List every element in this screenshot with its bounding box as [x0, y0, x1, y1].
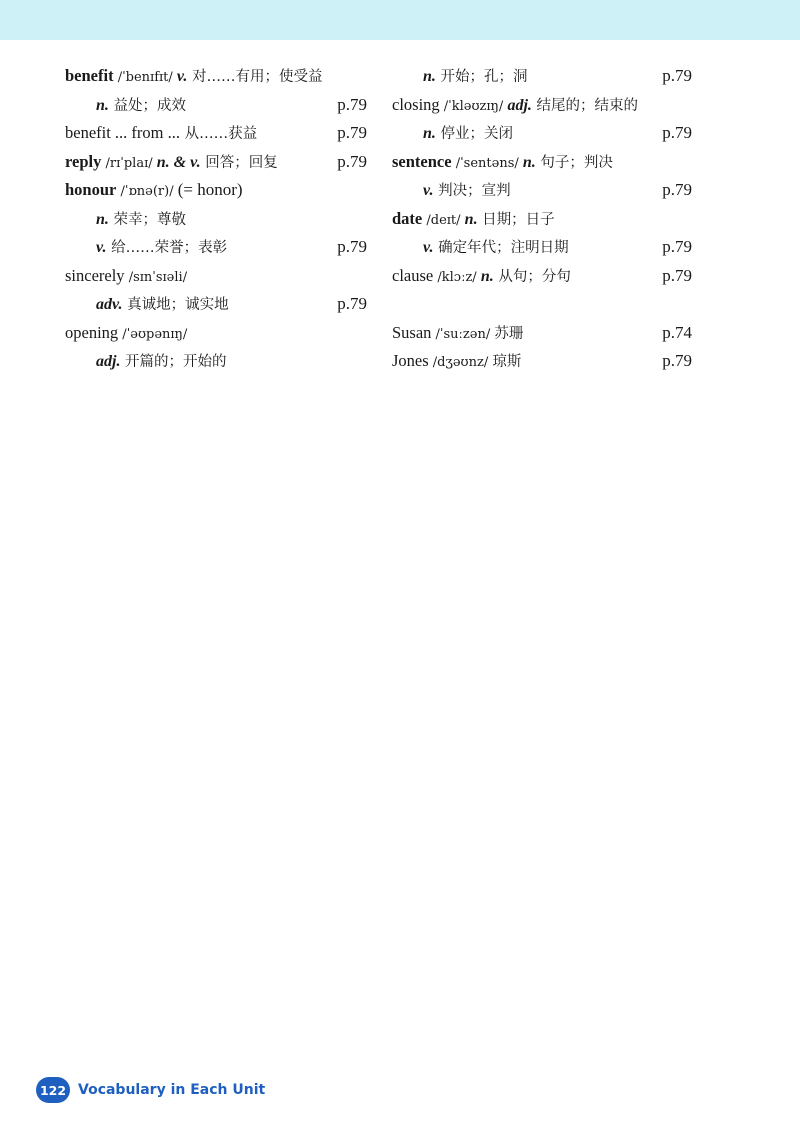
page-reference: p.79 [337, 151, 367, 171]
vocab-entry [392, 347, 692, 376]
page-number-badge: 122 [36, 1077, 70, 1103]
phonetic: /klɔːz/ [433, 269, 481, 285]
vocab-entry [392, 233, 692, 262]
vocab-entry [65, 290, 367, 319]
phonetic: /dʒəʊnz/ [428, 355, 493, 370]
page-reference: p.79 [662, 265, 692, 285]
vocab-entry [392, 176, 692, 205]
headword: benefit ... from ... [65, 123, 181, 142]
vocab-entry [392, 262, 692, 291]
headword: Susan [392, 322, 432, 342]
definition: 荣幸；尊敬 [108, 211, 187, 228]
vocabulary-column-left [65, 62, 367, 376]
definition: 判决；宣判 [433, 183, 511, 199]
definition: 结尾的；结束的 [531, 97, 639, 114]
vocab-entry [65, 91, 367, 120]
definition: 益处；成效 [108, 97, 187, 114]
vocab-entry [65, 347, 367, 376]
definition: 从句；分句 [493, 268, 571, 285]
vocab-entry [392, 148, 692, 177]
headword: opening [65, 322, 119, 342]
page-reference: p.79 [662, 237, 692, 256]
vocab-entry [392, 319, 692, 348]
phonetic: /ˈsuːzən/ [431, 326, 495, 342]
headword: benefit [65, 66, 114, 85]
page-reference: p.79 [662, 180, 692, 199]
page-reference: p.79 [662, 123, 692, 142]
vocab-entry [392, 290, 692, 319]
definition: 对……有用；使受益 [187, 69, 323, 85]
headword: Jones [392, 351, 429, 370]
variant-note: (= honor) [177, 180, 243, 199]
page-reference: p.79 [662, 351, 692, 370]
definition: 开始；孔；洞 [435, 69, 528, 85]
page-reference: p.79 [337, 94, 367, 114]
headword: date [392, 208, 423, 228]
vocab-entry [65, 233, 367, 262]
page-reference: p.79 [662, 66, 692, 85]
headword: clause [392, 265, 434, 285]
part-of-speech: n. [423, 68, 436, 85]
vocab-entry [392, 91, 692, 120]
headword: closing [392, 94, 440, 114]
part-of-speech: v. [96, 239, 107, 256]
headword: reply [65, 151, 102, 171]
part-of-speech: adj. [96, 353, 121, 370]
part-of-speech: n. [96, 210, 109, 228]
part-of-speech: v. [176, 68, 188, 85]
part-of-speech: n. [522, 153, 536, 171]
definition: 给……荣誉；表彰 [106, 240, 228, 256]
phonetic: /rɪˈplaɪ/ [101, 155, 157, 171]
vocab-entry [65, 62, 367, 91]
part-of-speech: v. [423, 239, 434, 256]
definition: 回答；回复 [200, 154, 278, 171]
vocab-entry [65, 205, 367, 234]
definition: 确定年代；注明日期 [433, 240, 569, 256]
definition: 句子；判决 [535, 154, 613, 171]
definition: 停业；关闭 [435, 126, 514, 142]
phonetic: /ˈkləʊzɪŋ/ [439, 98, 508, 114]
vocab-entry [392, 119, 692, 148]
definition: 日期；日子 [477, 211, 555, 228]
phonetic: /ˈəʊpənɪŋ/ [118, 326, 188, 342]
vocabulary-column-right [392, 62, 692, 376]
page-reference: p.79 [337, 237, 367, 256]
phonetic: /ˈbenɪfɪt/ [113, 70, 177, 85]
definition: 开篇的；开始的 [120, 354, 227, 370]
vocab-entry [65, 148, 367, 177]
definition: 真诚地；诚实地 [122, 297, 229, 313]
phonetic: /sɪnˈsɪəli/ [124, 269, 188, 285]
part-of-speech: n. [480, 267, 494, 285]
headword: sentence [392, 151, 452, 171]
headword: sincerely [65, 265, 125, 285]
phonetic: /deɪt/ [422, 212, 465, 228]
part-of-speech: adj. [507, 96, 532, 114]
part-of-speech: n. [423, 125, 436, 142]
part-of-speech: n. [96, 96, 109, 114]
page-reference: p.74 [662, 322, 692, 342]
vocab-entry [392, 62, 692, 91]
definition: 琼斯 [492, 354, 522, 370]
page-reference: p.79 [337, 294, 367, 313]
definition: 从……获益 [180, 126, 258, 142]
part-of-speech: n. [464, 210, 478, 228]
phonetic: /ˈsentəns/ [451, 155, 523, 171]
vocab-entry [65, 119, 367, 148]
page-reference: p.79 [337, 123, 367, 142]
phonetic: /ˈɒnə(r)/ [116, 184, 178, 199]
page-footer [36, 1076, 265, 1104]
headword: honour [65, 180, 117, 199]
definition: 苏珊 [494, 325, 524, 342]
footer-title: Vocabulary in Each Unit [78, 1082, 266, 1098]
part-of-speech: n. & v. [156, 153, 201, 171]
vocab-entry [65, 262, 367, 291]
top-color-band [0, 0, 800, 40]
vocab-entry [65, 319, 367, 348]
vocab-entry [65, 176, 367, 205]
part-of-speech: v. [423, 182, 434, 199]
part-of-speech: adv. [96, 296, 123, 313]
vocab-entry [392, 205, 692, 234]
